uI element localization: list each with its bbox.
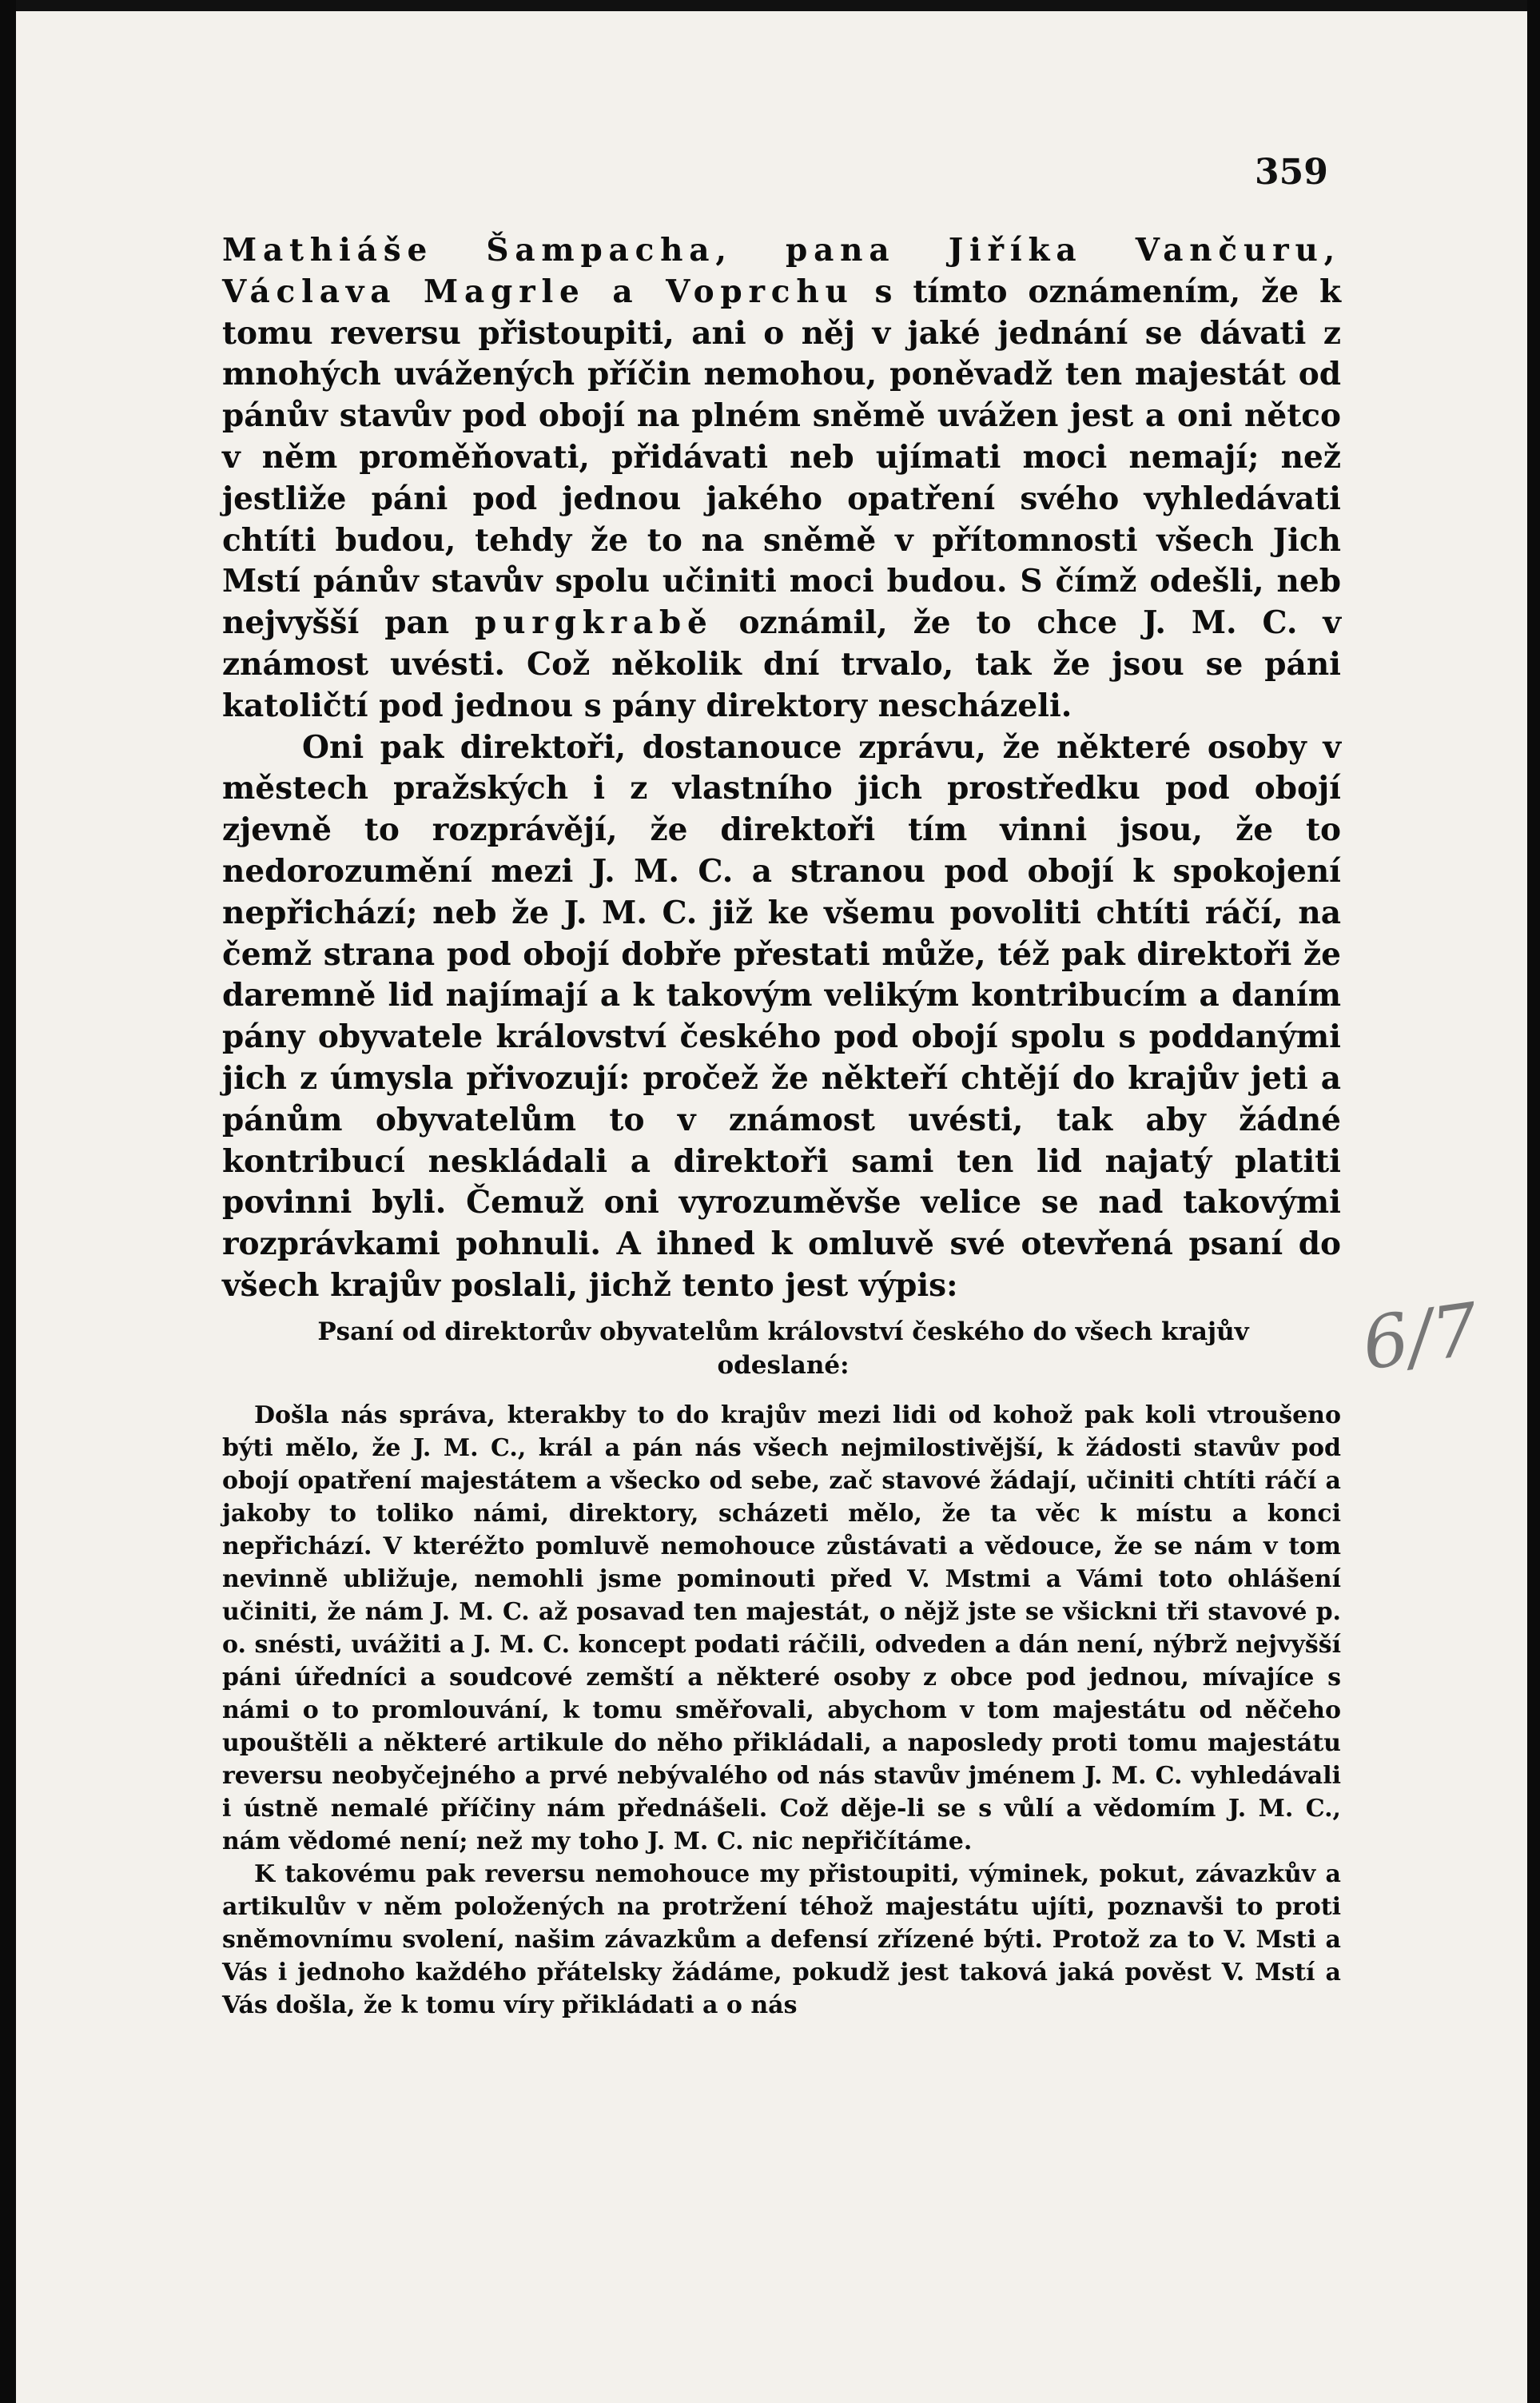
letter-heading: Psaní od direktorův obyvatelům království českého do všech krajův odeslané: <box>317 1317 1249 1380</box>
page-number: 359 <box>1255 152 1328 193</box>
main-paragraph-2: Oni pak direktoři, dostanouce zprávu, že některé osoby v městech pražských i z vlastního jich prostředku pod obojí zjevně to rozprávějí, že direktoři tím vinni jsou, že to nedorozumění mezi J. M. C. a stranou pod obojí k spokojení nepřichází; neb že J. M. C. již ke všemu povoliti chtíti ráčí, na čemž strana pod obojí dobře přestati může, též pak direktoři že daremně lid najímají a k takovým velikým kontribucím a daním pány obyvatele království českého pod obojí spolu s poddanými jich z úmysla přivozují: pročež že někteří chtějí do krajův jeti a pánům obyvatelům to v známost uvésti, tak aby žádné kontribucí neskládali a direktoři sami ten lid najatý platiti povinni byli. Čemuž oni vyrozuměvše velice se nad takovými rozprávkami pohnuli. A ihned k omluvě své otevřená psaní do všech krajův poslali, jichž tento jest výpis: <box>222 728 1341 1304</box>
handwritten-margin-note: 6/7 <box>1357 1287 1484 1387</box>
main-text <box>222 230 1341 1307</box>
spaced-title: purgkrabě <box>475 604 714 642</box>
scan-border-right <box>1527 0 1540 2403</box>
main-paragraph-1-end: oznámil, že to chce J. M. C. v známost uvésti. Což několik dní trvalo, tak že jsou se páni katoličtí pod jednou s pány direktory nescházeli. <box>222 604 1341 724</box>
letter-text <box>222 1399 1341 2022</box>
spaced-names: Mathiáše Šampacha, pana Jiříka Vančuru, Václava Magrle a Voprchu <box>222 232 1341 310</box>
main-paragraph-1-text: s tímto oznámením, že k tomu reversu přistoupiti, ani o něj v jaké jednání se dávati z mnohých uvážených příčin nemohou, poněvadž ten majestát od pánův stavův pod obojí na plném sněmě uvážen jest a oni nětco v něm proměňovati, přidávati neb ujímati moci nemají; než jestliže páni pod jednou jakého opatření svého vyhledávati chtíti budou, tehdy že to na sněmě v přítomnosti všech Jich Mstí pánův stavův spolu učiniti moci budou. S čímž odešli, neb nejvyšší pan <box>222 273 1341 642</box>
letter-paragraph-2: K takovému pak reversu nemohouce my přistoupiti, výminek, pokut, závazkův a artikulův v něm položených na protržení téhož majestátu ujíti, poznavši to proti sněmovnímu svolení, našim závazkům a defensí zřízené býti. Protož za to V. Msti a Vás i jednoho každého přátelsky žádáme, pokudž jest taková jaká pověst V. Mstí a Vás došla, že k tomu víry přikládati a o nás <box>222 1860 1341 2019</box>
main-paragraph-1 <box>222 230 1341 727</box>
scan-border-left <box>0 0 16 2403</box>
letter-paragraph-1: Došla nás správa, kterakby to do krajův mezi lidi od kohož pak koli vtroušeno býti mělo, že J. M. C., král a pán nás všech nejmilostivější, k žádosti stavův pod obojí opatření majestátem a všecko od sebe, zač stavové žádají, učiniti chtíti ráčí a jakoby to toliko námi, direktory, scházeti mělo, že ta věc k místu a konci nepřichází. V kteréžto pomluvě nemohouce zůstávati a vědouce, že se nám v tom nevinně ubližuje, nemohli jsme pominouti před V. Mstmi a Vámi toto ohlášení učiniti, že nám J. M. C. až posavad ten majestát, o nějž jste se všickni tři stavové p. o. snésti, uvážiti a J. M. C. koncept podati ráčili, odveden a dán není, nýbrž nejvyšší páni úředníci a soudcové zemští a některé osoby z obce pod jednou, mívajíce s námi o to promlouvání, k tomu směřovali, abychom v tom majestátu od něčeho upouštěli a některé artikule do něho přikládali, a naposledy proti tomu majestátu reversu neobyčejného a prvé nebývalého od nás stavův jménem J. M. C. vyhledávali i ústně nemalé příčiny nám přednášeli. Což děje-li se s vůlí a vědomím J. M. C., nám vědomé není; než my toho J. M. C. nic nepřičítáme. <box>222 1401 1341 1855</box>
scan-border-top <box>0 0 1540 11</box>
